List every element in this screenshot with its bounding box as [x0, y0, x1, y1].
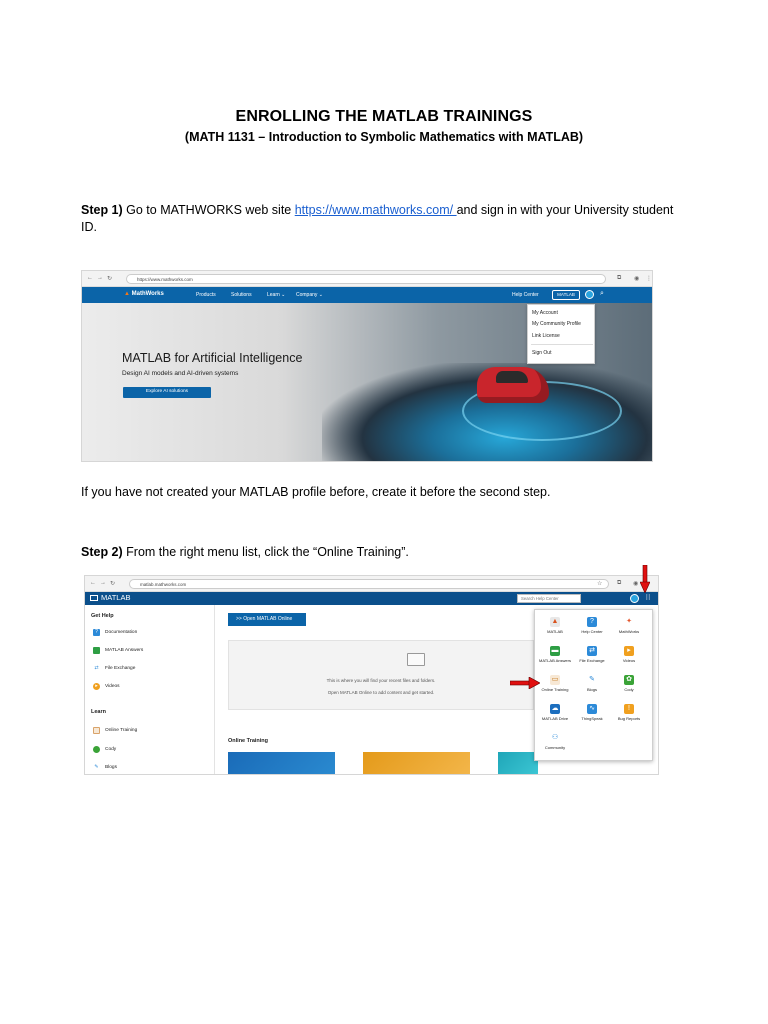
search-icon[interactable]: ⌕	[600, 290, 604, 297]
app-tile-label: MATLAB Drive	[541, 716, 569, 721]
sidebar-documentation[interactable]: Documentation	[105, 630, 138, 635]
menu-link-license[interactable]: Link License	[532, 333, 560, 339]
get-help-heading: Get Help	[91, 613, 114, 619]
hero-car-window	[496, 371, 528, 383]
profile-note: If you have not created your MATLAB profile before, create it before the second step.	[81, 485, 551, 499]
nav-solutions[interactable]: Solutions	[231, 292, 252, 298]
online-training-heading: Online Training	[228, 738, 269, 744]
app-tile-help-center[interactable]	[573, 617, 611, 644]
learn-heading: Learn	[91, 709, 106, 715]
menu-community-profile[interactable]: My Community Profile	[532, 321, 581, 327]
app-tile-label: Bug Reports	[617, 716, 641, 721]
cody-icon: ✿	[624, 675, 634, 685]
sidebar-online-training[interactable]: Online Training	[105, 728, 138, 733]
step2-paragraph	[81, 544, 681, 561]
address-bar[interactable]: https://www.mathworks.com	[126, 274, 606, 284]
red-arrow-right-icon	[510, 677, 540, 689]
app-tile-online-training[interactable]	[536, 675, 574, 702]
matlab-nav-button[interactable]: MATLAB	[552, 290, 580, 300]
matlab-logo-icon	[90, 595, 98, 601]
apps-grid-icon[interactable]: ⁝⁝	[645, 593, 651, 602]
answers-icon: ▬	[551, 647, 559, 654]
account-dropdown	[527, 304, 595, 364]
app-tile-bug-reports[interactable]	[610, 704, 648, 731]
nav-products[interactable]: Products	[196, 292, 216, 298]
screenshot-mathworks-home	[81, 270, 653, 462]
nav-help-center[interactable]: Help Center	[512, 292, 539, 298]
app-tile-file-exchange[interactable]	[573, 646, 611, 673]
app-tile-label: Community	[544, 745, 566, 750]
training-card-2[interactable]	[363, 752, 470, 775]
step1-text-b: and sign in with your University student ID.	[81, 203, 674, 234]
recent-files-line2: Open MATLAB Online to add content and get started.	[327, 690, 435, 695]
training-card-3[interactable]	[498, 752, 538, 775]
mathworks-logo[interactable]: ▲ MathWorks	[124, 291, 164, 297]
open-matlab-online-button[interactable]: >> Open MATLAB Online	[228, 613, 306, 626]
profile-icon[interactable]: ◉	[633, 581, 639, 587]
app-tile-label: Online Training	[541, 687, 569, 692]
forward-icon[interactable]: →	[100, 580, 106, 586]
drive-icon: ☁	[551, 705, 559, 712]
online-training-icon	[93, 727, 100, 734]
app-tile-videos[interactable]	[610, 646, 648, 673]
account-avatar-icon[interactable]	[585, 290, 594, 299]
step1-label: Step 1)	[81, 203, 123, 217]
bookmark-star-icon[interactable]: ☆	[597, 581, 603, 587]
training-card-1[interactable]	[228, 752, 335, 775]
mathworks-link[interactable]: https://www.mathworks.com/	[294, 203, 457, 217]
nav-company[interactable]: Company ⌄	[296, 292, 323, 298]
documentation-icon: ?	[93, 629, 100, 636]
sidebar-matlab-answers[interactable]: MATLAB Answers	[105, 648, 144, 653]
help-center-search[interactable]: Search Help Center	[517, 594, 581, 603]
screenshot-matlab-home	[84, 575, 659, 775]
app-tile-label: Blogs	[586, 687, 597, 692]
step2-label: Step 2)	[81, 545, 123, 559]
menu-sign-out[interactable]: Sign Out	[532, 350, 552, 356]
mathworks-icon: ✦	[626, 618, 632, 625]
community-icon: ⚇	[551, 734, 559, 741]
app-tile-label: MathWorks	[618, 629, 640, 634]
account-avatar-icon[interactable]	[630, 594, 639, 603]
app-tile-label: Help Center	[581, 629, 603, 634]
app-tile-matlab-answers[interactable]	[536, 646, 574, 673]
extensions-icon[interactable]: ⧉	[617, 580, 622, 586]
cody-icon	[93, 746, 100, 753]
reload-icon[interactable]: ↻	[107, 276, 113, 282]
step1-paragraph	[81, 202, 681, 236]
back-icon[interactable]: ←	[90, 580, 96, 586]
blogs-icon: ✎	[94, 764, 99, 770]
help-icon: ?	[587, 617, 597, 627]
sidebar-cody[interactable]: Cody	[105, 747, 117, 752]
app-tile-cody[interactable]	[610, 675, 648, 702]
nav-learn[interactable]: Learn ⌄	[267, 292, 286, 298]
membrane-logo-icon: ▲	[124, 291, 130, 297]
answers-icon	[93, 647, 100, 654]
app-tile-matlab-drive[interactable]	[536, 704, 574, 731]
matlab-header-title: MATLAB	[101, 593, 131, 602]
explore-ai-button[interactable]: Explore AI solutions	[123, 387, 211, 398]
app-tile-thingspeak[interactable]	[573, 704, 611, 731]
folder-icon	[407, 653, 425, 666]
forward-icon[interactable]: →	[97, 275, 103, 281]
step1-text-a: Go to MATHWORKS web site	[122, 203, 295, 217]
app-tile-label: ThingSpeak	[581, 716, 603, 721]
menu-icon[interactable]: ⋮	[646, 276, 652, 282]
menu-my-account[interactable]: My Account	[532, 310, 558, 316]
app-tile-matlab[interactable]	[536, 617, 574, 644]
app-tile-mathworks[interactable]	[610, 617, 648, 644]
recent-files-line1: This is where you will find your recent files and folders.	[326, 678, 436, 683]
file-exchange-icon: ⇄	[587, 646, 597, 656]
blogs-icon: ✎	[589, 676, 595, 683]
thingspeak-icon: ∿	[587, 704, 597, 714]
app-tile-label: MATLAB	[547, 629, 563, 634]
hero-title: MATLAB for Artificial Intelligence	[122, 351, 303, 365]
double-chevron-icon: >>	[236, 616, 242, 622]
videos-icon: ▸	[624, 646, 634, 656]
address-bar[interactable]: matlab.mathworks.com	[129, 579, 609, 589]
document-subtitle: (MATH 1131 – Introduction to Symbolic Mathematics with MATLAB)	[184, 130, 584, 144]
app-tile-blogs[interactable]	[573, 675, 611, 702]
step2-text: From the right menu list, click the “Online Training”.	[122, 545, 409, 559]
apps-menu-panel	[534, 609, 653, 761]
videos-icon: ▸	[93, 683, 100, 690]
file-exchange-icon: ⇄	[94, 665, 99, 671]
sidebar-file-exchange[interactable]: File Exchange	[105, 666, 136, 671]
red-arrow-down-icon	[640, 565, 650, 593]
app-tile-label: Cody	[624, 687, 634, 692]
menu-divider	[531, 344, 593, 345]
bug-reports-icon: !	[624, 704, 634, 714]
document-title: ENROLLING THE MATLAB TRAININGS	[235, 108, 533, 125]
online-training-icon: ▭	[551, 676, 559, 683]
sidebar-videos[interactable]: Videos	[105, 684, 120, 689]
hero-subtitle: Design AI models and AI-driven systems	[122, 370, 239, 377]
app-tile-label: Videos	[622, 658, 636, 663]
extensions-icon[interactable]: ⧉	[617, 275, 622, 281]
sidebar-blogs[interactable]: Blogs	[105, 765, 117, 770]
recent-files-panel	[228, 640, 534, 710]
app-tile-community[interactable]	[536, 733, 574, 760]
back-icon[interactable]: ←	[87, 275, 93, 281]
app-tile-label: File Exchange	[579, 658, 605, 663]
profile-icon[interactable]: ◉	[634, 276, 640, 282]
matlab-icon: ▲	[551, 618, 559, 625]
reload-icon[interactable]: ↻	[110, 581, 116, 587]
app-tile-label: MATLAB Answers	[539, 658, 571, 663]
